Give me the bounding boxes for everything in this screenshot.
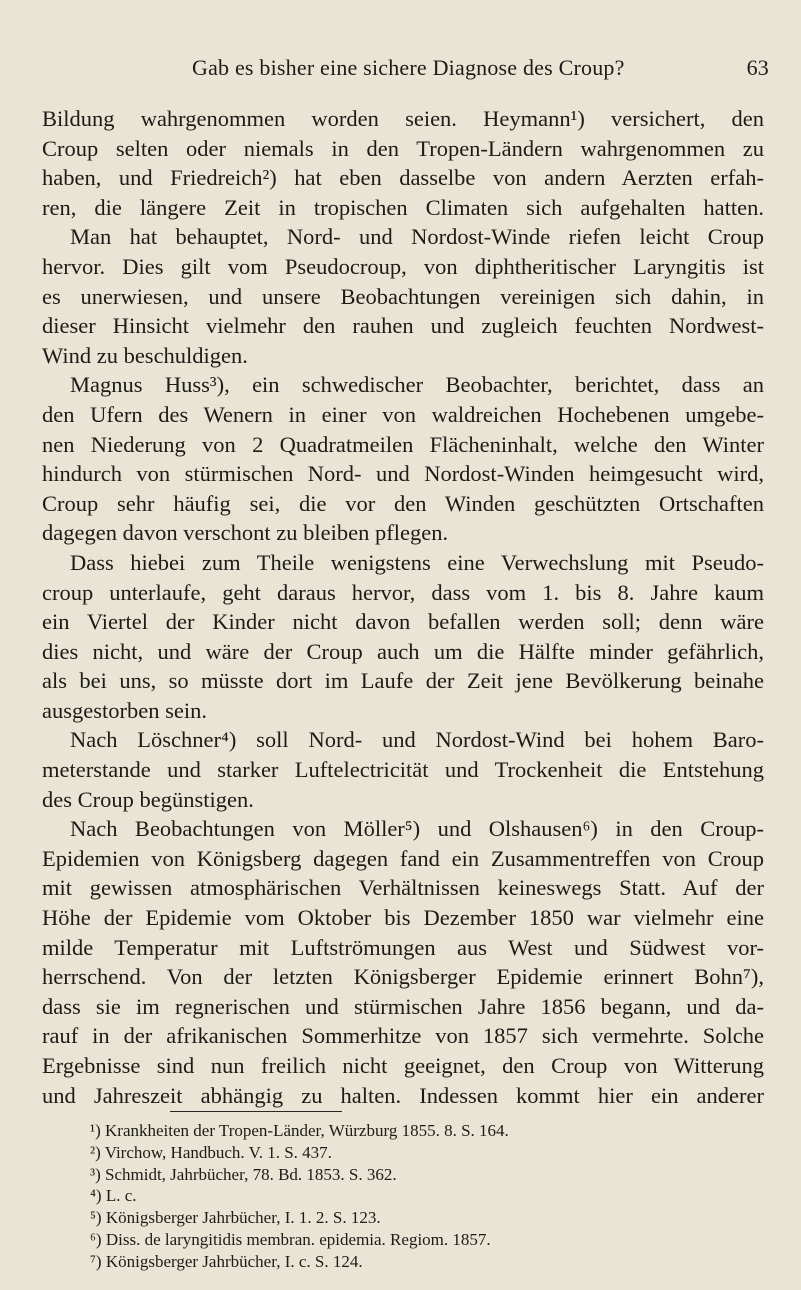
text-line: mit gewissen atmosphärischen Verhältnissen keineswegs Statt. Auf der <box>42 875 764 901</box>
text-line: als bei uns, so müsste dort im Laufe der Zeit jene Bevölkerung beinahe <box>42 668 764 694</box>
text-line: Ergebnisse sind nun freilich nicht geeignet, den Croup von Witterung <box>42 1053 764 1078</box>
text-line: Croup selten oder niemals in den Tropen-Ländern wahrgenommen zu <box>42 135 764 161</box>
text-line: ren, die längere Zeit in tropischen Climaten sich aufgehalten hatten. <box>42 194 764 220</box>
text-line: Croup sehr häufig sei, die vor den Winden geschützten Ortschaften <box>42 490 764 516</box>
page-number: 63 <box>746 55 769 80</box>
text-line: milde Temperatur mit Luftströmungen aus West und Südwest vor- <box>42 934 764 960</box>
footnote: ⁵) Königsberger Jahrbücher, I. 1. 2. S. 123. <box>90 1208 381 1228</box>
footnote: ⁴) L. c. <box>90 1186 137 1206</box>
text-line: Magnus Huss³), ein schwedischer Beobachter, berichtet, dass an <box>70 372 764 398</box>
text-line: und Jahreszeit abhängig zu halten. Indessen kommt hier ein anderer <box>42 1082 764 1108</box>
page-header <box>32 55 769 85</box>
text-line: dieser Hinsicht vielmehr den rauhen und zugleich feuchten Nordwest- <box>42 313 764 339</box>
footnote: ²) Virchow, Handbuch. V. 1. S. 437. <box>90 1142 332 1162</box>
text-line: ausgestorben sein. <box>42 697 207 723</box>
text-line: dagegen davon verschont zu bleiben pflegen. <box>42 520 449 546</box>
text-line: Dass hiebei zum Theile wenigstens eine Verwechslung mit Pseudo- <box>70 549 764 575</box>
text-line: ein Viertel der Kinder nicht davon befallen werden soll; denn wäre <box>42 609 764 635</box>
text-line: des Croup begünstigen. <box>42 786 254 812</box>
text-line: dies nicht, und wäre der Croup auch um die Hälfte minder gefährlich, <box>42 638 764 664</box>
text-line: Bildung wahrgenommen worden seien. Heymann¹) versichert, den <box>42 106 764 131</box>
footnote: ¹) Krankheiten der Tropen-Länder, Würzburg 1855. 8. S. 164. <box>90 1121 509 1140</box>
text-line: Nach Beobachtungen von Möller⁵) und Olshausen⁶) in den Croup- <box>70 816 764 842</box>
body-text <box>42 104 764 1110</box>
text-line: Epidemien von Königsberg dagegen fand ein Zusammentreffen von Croup <box>42 845 764 871</box>
text-line: den Ufern des Wenern in einer von waldreichen Hochebenen umgebe- <box>42 401 764 427</box>
text-line: meterstande und starker Luftelectricität und Trockenheit die Entstehung <box>42 757 764 783</box>
text-line: hindurch von stürmischen Nord- und Nordost-Winden heimgesucht wird, <box>42 461 764 487</box>
text-line: es unerwiesen, und unsere Beobachtungen vereinigen sich dahin, in <box>42 283 764 309</box>
text-line: Höhe der Epidemie vom Oktober bis Dezember 1850 war vielmehr eine <box>42 905 764 931</box>
text-line: Man hat behauptet, Nord- und Nordost-Winde riefen leicht Croup <box>70 224 764 250</box>
text-line: herrschend. Von der letzten Königsberger Epidemie erinnert Bohn⁷), <box>42 964 764 990</box>
running-title: Gab es bisher eine sichere Diagnose des Croup? <box>192 55 625 80</box>
footnote: ⁷) Königsberger Jahrbücher, I. c. S. 124. <box>90 1251 363 1271</box>
text-line: nen Niederung von 2 Quadratmeilen Flächeninhalt, welche den Winter <box>42 431 764 457</box>
text-line: Wind zu beschuldigen. <box>42 342 248 368</box>
text-line: croup unterlaufe, geht daraus hervor, dass vom 1. bis 8. Jahre kaum <box>42 579 764 605</box>
text-line: hervor. Dies gilt vom Pseudocroup, von diphtheritischer Laryngitis ist <box>42 253 764 279</box>
text-line: haben, und Friedreich²) hat eben dasselbe von andern Aerzten erfah- <box>42 165 764 191</box>
text-line: rauf in der afrikanischen Sommerhitze von 1857 sich vermehrte. Solche <box>42 1023 764 1049</box>
footnote: ³) Schmidt, Jahrbücher, 78. Bd. 1853. S. 362. <box>90 1164 397 1184</box>
text-line: Nach Löschner⁴) soll Nord- und Nordost-Wind bei hohem Baro- <box>70 727 764 753</box>
footnote: ⁶) Diss. de laryngitidis membran. epidemia. Regiom. 1857. <box>90 1229 491 1249</box>
footnote-divider <box>170 1111 342 1112</box>
text-line: dass sie im regnerischen und stürmischen Jahre 1856 begann, und da- <box>42 993 764 1019</box>
footnotes <box>90 1120 770 1273</box>
